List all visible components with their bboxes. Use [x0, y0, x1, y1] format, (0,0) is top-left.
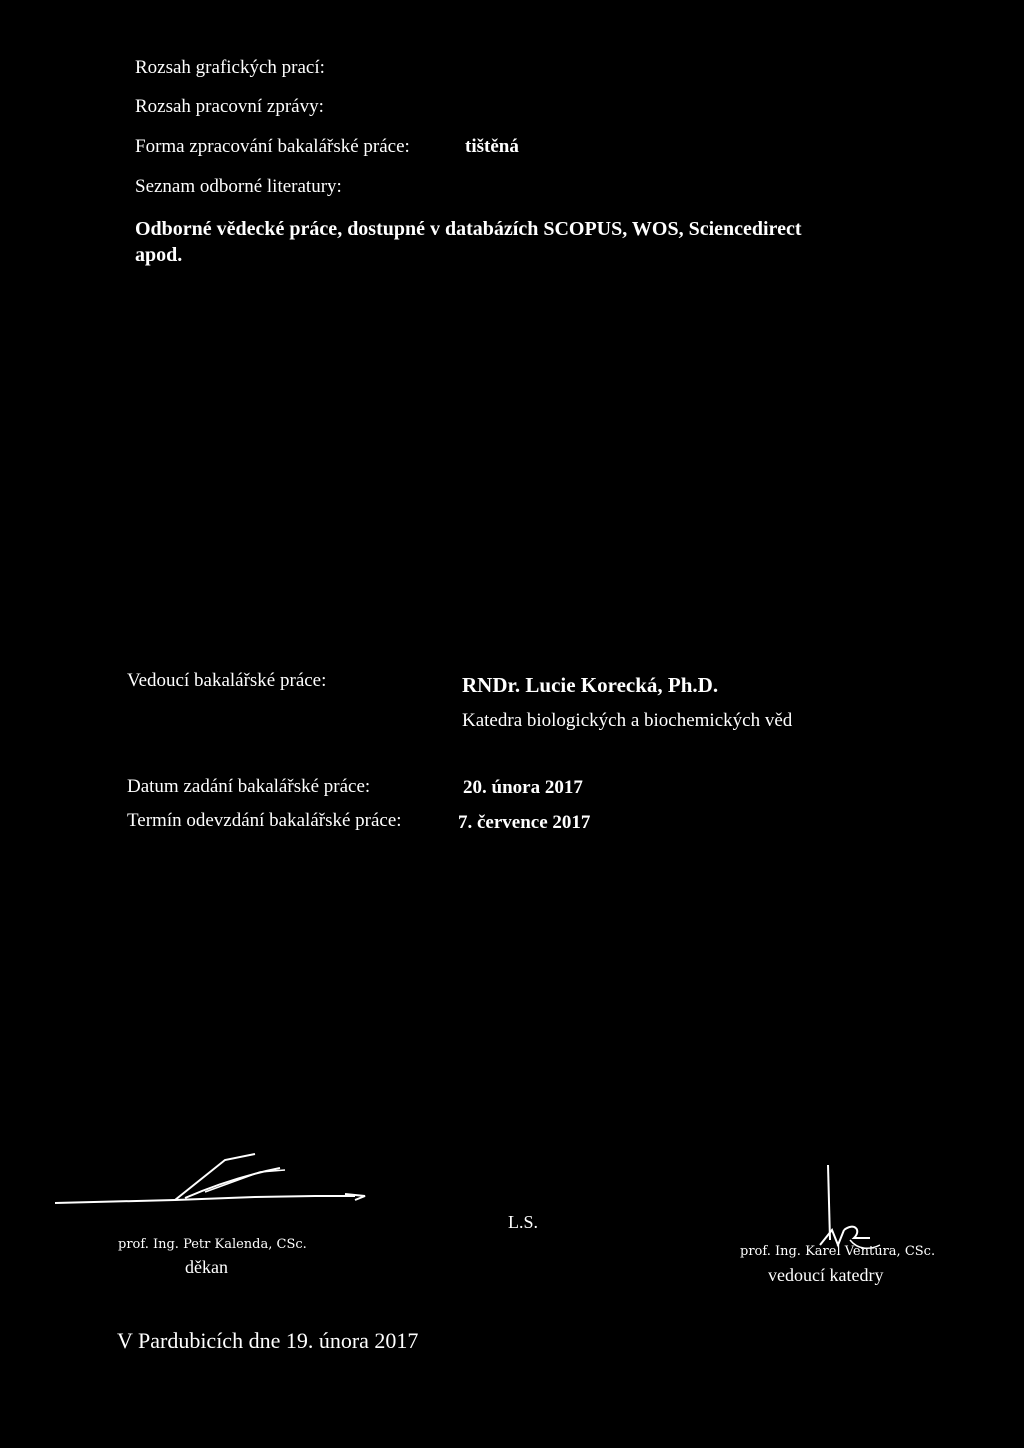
literature-value-line1: Odborné vědecké práce, dostupné v databázích SCOPUS, WOS, Sciencedirect [135, 218, 802, 240]
assigned-date-label: Datum zadání bakalářské práce: [127, 776, 371, 797]
form-label: Forma zpracování bakalářské práce: [135, 136, 410, 157]
seal-placeholder: L.S. [508, 1212, 539, 1232]
graphic-scope-label: Rozsah grafických prací: [135, 57, 325, 78]
form-value: tištěná [465, 136, 519, 157]
head-role: vedoucí katedry [768, 1265, 884, 1285]
supervisor-department: Katedra biologických a biochemických věd [462, 710, 793, 731]
place-date: V Pardubicích dne 19. února 2017 [117, 1328, 419, 1353]
deadline-date-value: 7. července 2017 [458, 812, 591, 833]
literature-label: Seznam odborné literatury: [135, 176, 342, 197]
dean-role: děkan [185, 1257, 228, 1277]
supervisor-name: RNDr. Lucie Korecká, Ph.D. [462, 673, 719, 697]
dean-signature-drawing [55, 1150, 375, 1210]
supervisor-label: Vedoucí bakalářské práce: [127, 670, 327, 691]
head-name: prof. Ing. Karel Ventura, CSc. [740, 1244, 936, 1259]
literature-value-line2: apod. [135, 244, 183, 266]
assigned-date-value: 20. února 2017 [463, 777, 583, 798]
dean-name: prof. Ing. Petr Kalenda, CSc. [118, 1237, 307, 1252]
deadline-date-label: Termín odevzdání bakalářské práce: [127, 810, 402, 831]
report-scope-label: Rozsah pracovní zprávy: [135, 96, 324, 117]
